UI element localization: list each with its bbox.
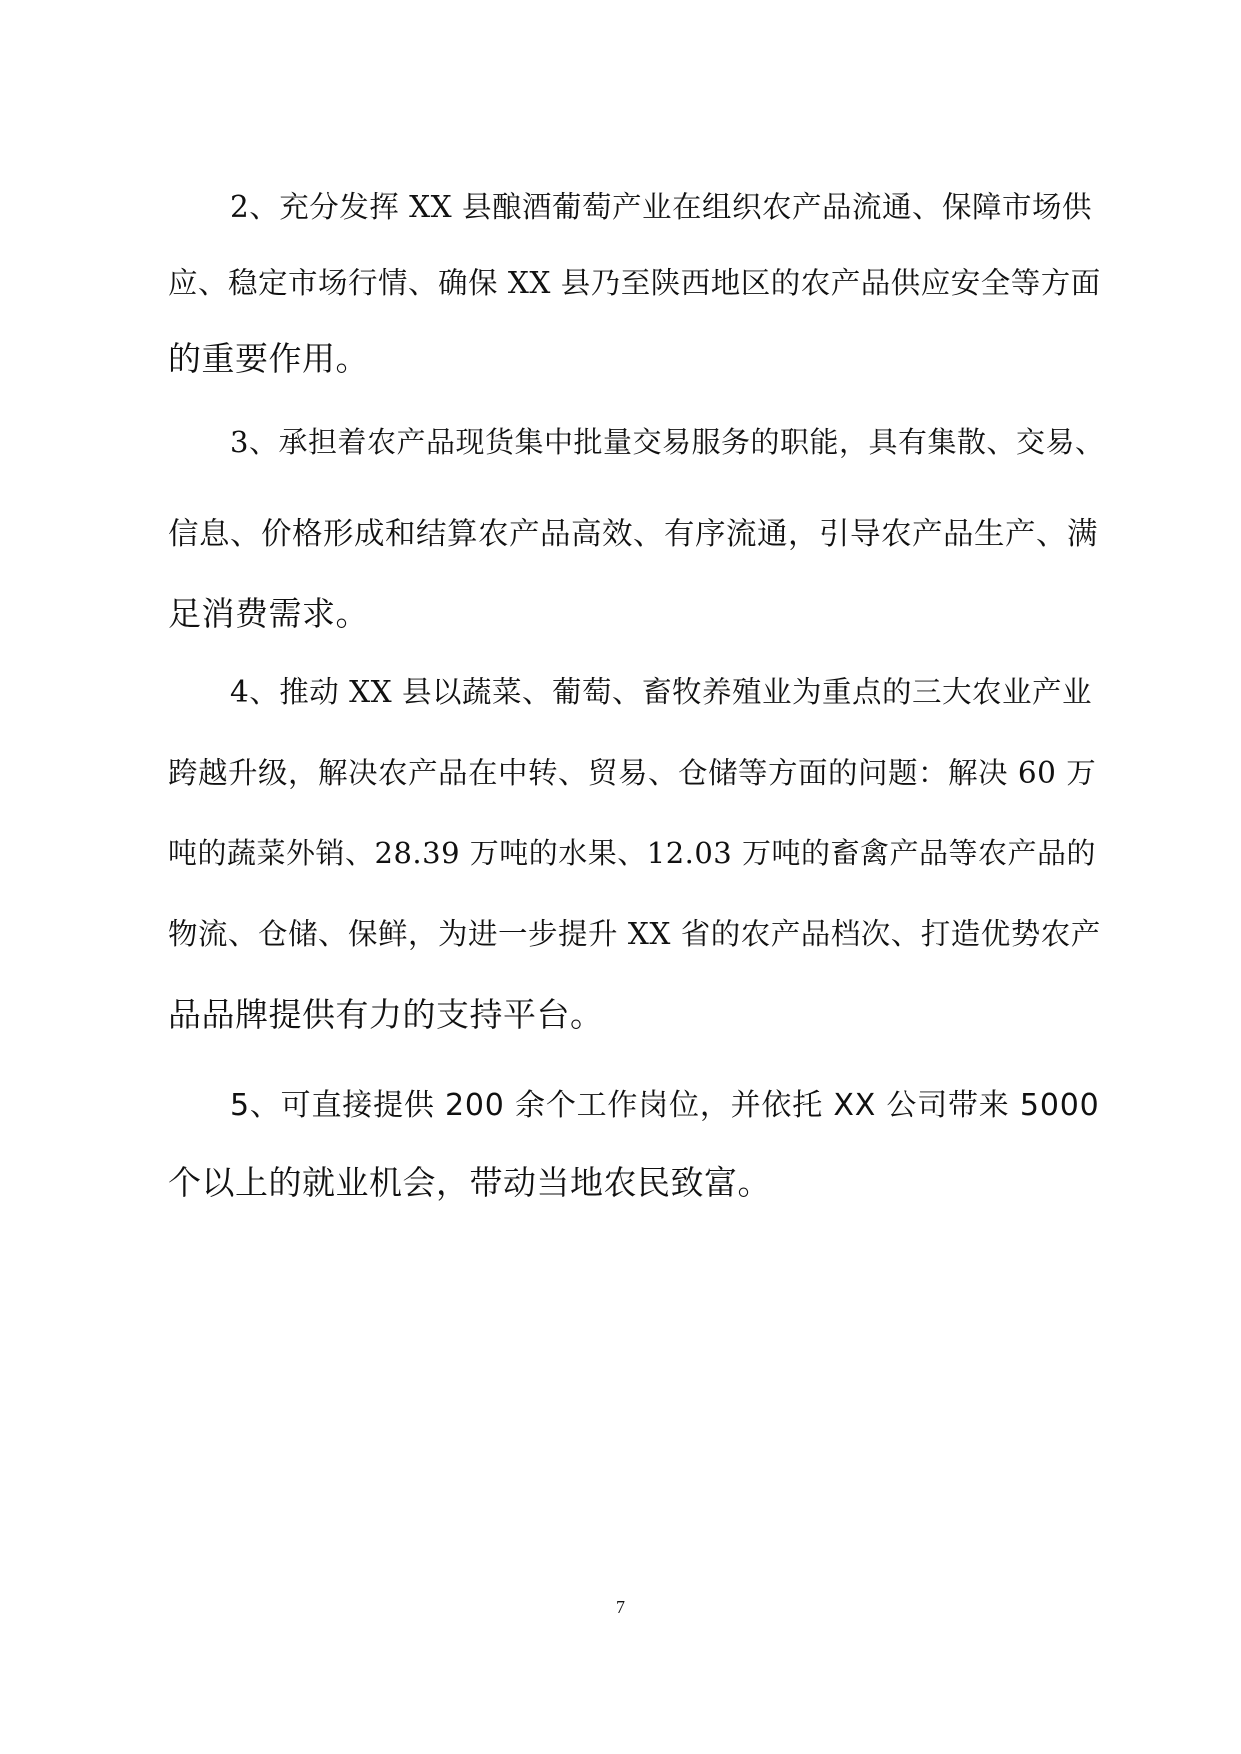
paragraph-5-line-1: 5、可直接提供 200 余个工作岗位，并依托 XX 公司带来 5000 [230,1088,1100,1123]
paragraph-3-line-1: 3、承担着农产品现货集中批量交易服务的职能，具有集散、交易、 [230,425,1105,459]
paragraph-3-line-3: 足消费需求。 [168,594,369,633]
paragraph-4-line-4: 物流、仓储、保鲜，为进一步提升 XX 省的农产品档次、打造优势农产 [168,917,1101,951]
paragraph-2-line-2: 应、稳定市场行情、确保 XX 县乃至陕西地区的农产品供应安全等方面 [168,266,1101,300]
paragraph-4-line-2: 跨越升级，解决农产品在中转、贸易、仓储等方面的问题：解决 60 万 [168,756,1097,790]
paragraph-4-line-5: 品品牌提供有力的支持平台。 [168,995,604,1034]
page-number: 7 [616,1597,625,1617]
paragraph-4-line-1: 4、推动 XX 县以蔬菜、葡萄、畜牧养殖业为重点的三大农业产业 [230,675,1093,709]
paragraph-4-line-3: 吨的蔬菜外销、28.39 万吨的水果、12.03 万吨的畜禽产品等农产品的 [168,836,1096,870]
paragraph-3-line-2: 信息、价格形成和结算农产品高效、有序流通，引导农产品生产、满 [168,517,1098,552]
paragraph-5-line-2: 个以上的就业机会，带动当地农民致富。 [168,1163,771,1202]
paragraph-2-line-1: 2、充分发挥 XX 县酿酒葡萄产业在组织农产品流通、保障市场供 [230,190,1093,224]
paragraph-2-line-3: 的重要作用。 [168,339,369,378]
